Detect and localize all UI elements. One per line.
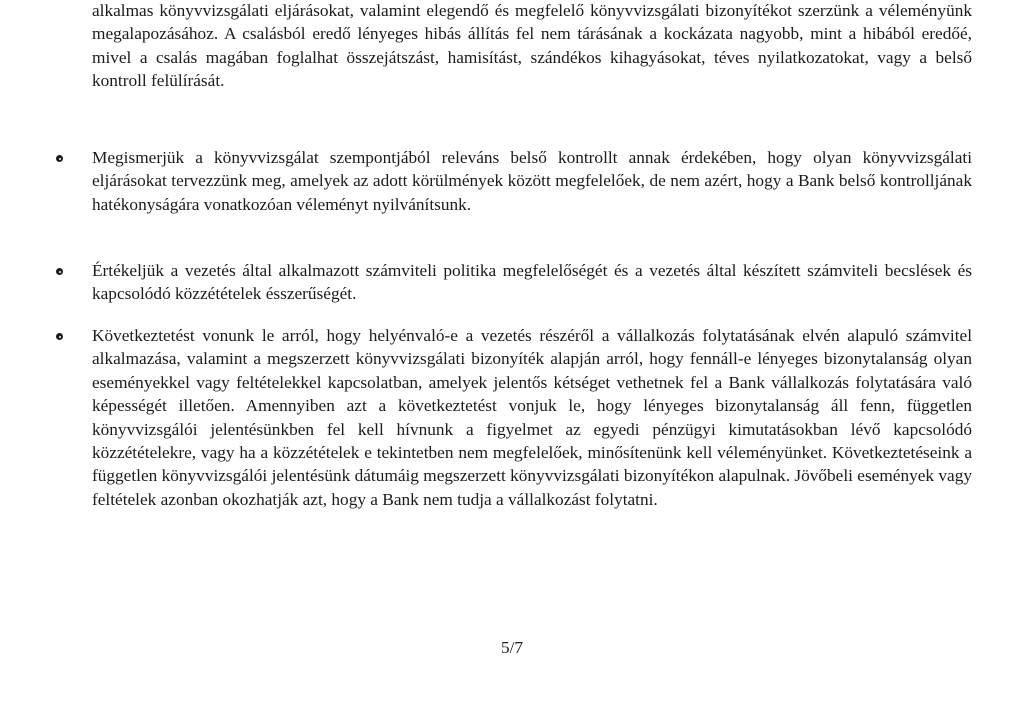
bullet-point-icon: [56, 268, 63, 275]
bullet-point-icon: [56, 333, 63, 340]
bullet-text: Értékeljük a vezetés által alkalmazott számviteli politika megfelelőségét és a vezetés által készített számviteli becslések és kapcsolódó közzétételek ésszerűségét.: [92, 261, 972, 304]
bullet-point-icon: [56, 155, 63, 162]
bullet-text: Megismerjük a könyvvizsgálat szempontjából releváns belső kontrollt annak érdekében, hogy olyan könyvvizsgálati eljárásokat tervezzünk meg, amelyek az adott körülmények között megfelelőek, de nem azért, hogy a Bank belső kontrolljának hatékonyságára vonatkozóan véleményt nyilvánítsunk.: [92, 148, 972, 214]
bullet-text: Következtetést vonunk le arról, hogy helyénvaló-e a vezetés részéről a vállalkozás folytatásának elvén alapuló számvitel alkalmazása, valamint a megszerzett könyvvizsgálati bizonyíték alapján arról, hogy fennáll-e lényeges bizonytalanság olyan eseményekkel vagy feltételekkel kapcsolatban, amelyek jelentős kétséget vethetnek fel a Bank vállalkozás folytatására való képességét illetően. Amennyiben azt a következtetést vonjuk le, hogy lényeges bizonytalanság áll fenn, független könyvvizsgálói jelentésünkben fel kell hívnunk a figyelmet az egyedi pénzügyi kimutatásokban lévő kapcsolódó közzétételekre, vagy ha a közzétételek e tekintetben nem megfelelőek, minősítenünk kell véleményünket. Következtetéseink a független könyvvizsgálói jelentésünk dátumáig megszerzett könyvvizsgálati bizonyítékon alapulnak. Jövőbeli események vagy feltételek azonban okozhatják azt, hogy a Bank nem tudja a vállalkozást folytatni.: [92, 326, 972, 509]
page-number: 5/7: [500, 638, 524, 657]
intro-paragraph: alkalmas könyvvizsgálati eljárásokat, valamint elegendő és megfelelő könyvvizsgálati bizonyítékot szerzünk a véleményünk megalapozásához. A csalásból eredő lényeges hibás állítás fel nem tárásának a kockázata nagyobb, mint a hibából eredőé, mivel a csalás magában foglalhat összejátszást, hamisítást, szándékos kihagyásokat, téves nyilatkozatokat, vagy a belső kontroll felülírását.: [92, 1, 972, 91]
